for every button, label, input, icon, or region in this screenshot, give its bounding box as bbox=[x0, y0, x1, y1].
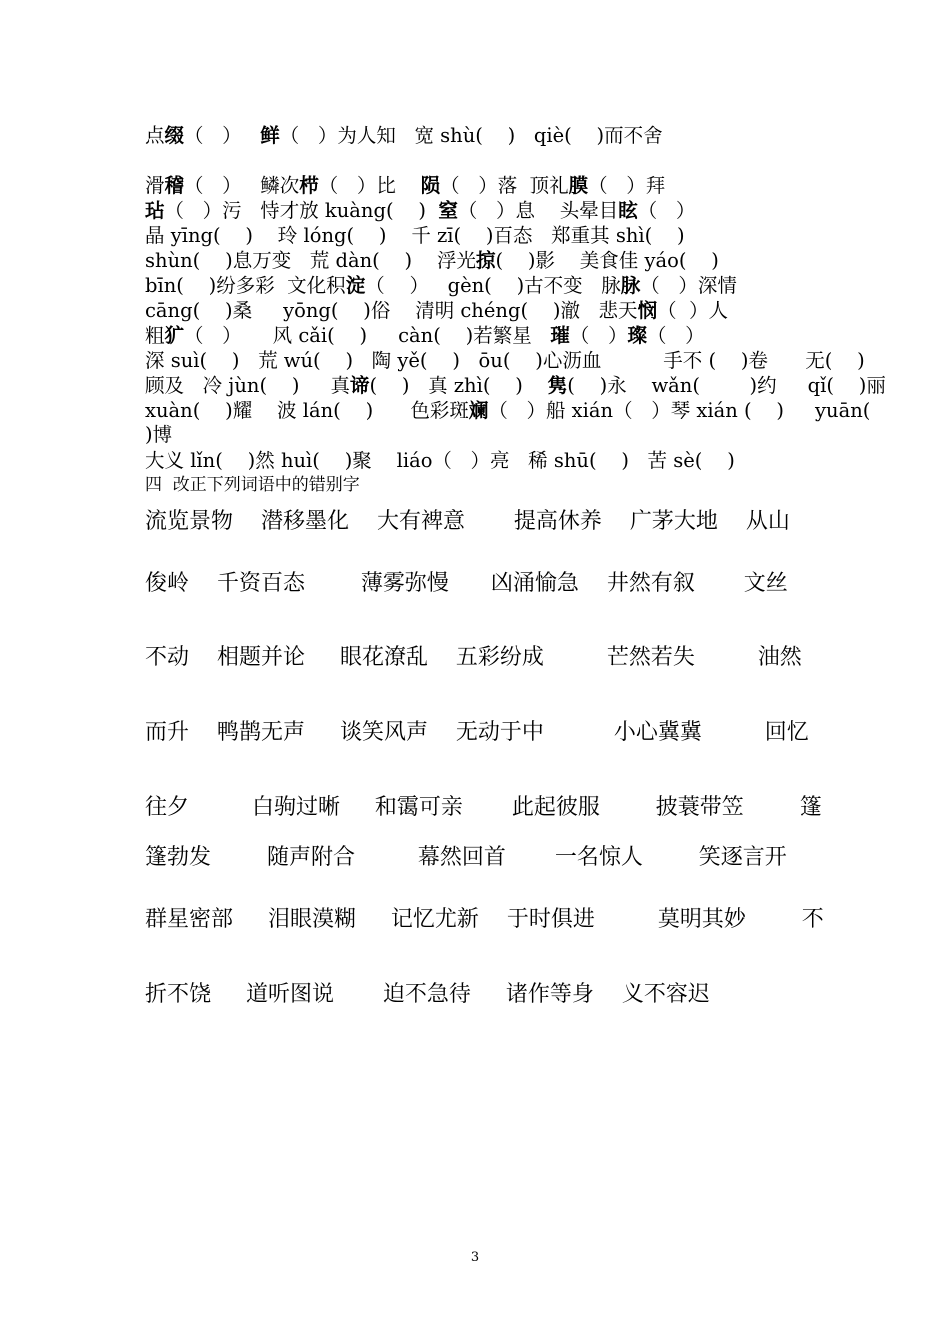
text-segment: （ ）拜 bbox=[588, 174, 666, 197]
text-segment: )博 bbox=[145, 423, 173, 446]
text-segment: 大义 lǐn( )然 huì( )聚 liáo（ ）亮 稀 shū( ) 苦 sè( ) bbox=[145, 449, 735, 472]
bold-character: 悯 bbox=[637, 299, 658, 322]
bold-character: 缀 bbox=[164, 124, 185, 147]
bold-character: 隽 bbox=[547, 374, 568, 397]
pinyin-line bbox=[145, 423, 172, 447]
text-segment: bīn( )纷多彩 文化积 bbox=[145, 274, 346, 297]
correction-line: 篷勃发 随声附合 幕然回首 一名惊人 笑逐言开 bbox=[145, 845, 787, 870]
text-segment: （ ） gèn( )古不变 脉 bbox=[365, 274, 621, 297]
text-segment: xuàn( )耀 波 lán( ) 色彩斑 bbox=[145, 399, 469, 422]
text-segment: （ ） bbox=[184, 124, 261, 147]
text-segment: （ ） bbox=[637, 199, 696, 222]
bold-character: 鲜 bbox=[260, 124, 280, 147]
text-segment: （ ）船 xián（ ）琴 xián ( ) yuān( bbox=[488, 399, 871, 422]
text-segment: ( )影 美食佳 yáo( ) bbox=[495, 249, 719, 272]
text-segment: 顾及 冷 jùn( ) 真 bbox=[145, 374, 350, 397]
text-segment: （ ）息 头晕目 bbox=[457, 199, 619, 222]
bold-character: 陨 bbox=[420, 174, 441, 197]
bold-character: 稽 bbox=[164, 174, 185, 197]
pinyin-line bbox=[145, 449, 735, 473]
bold-character: 眩 bbox=[618, 199, 638, 222]
text-segment: （ ）人 bbox=[657, 299, 728, 322]
section-heading: 四 改正下列词语中的错别字 bbox=[145, 475, 360, 495]
text-segment: （ ）比 bbox=[318, 174, 421, 197]
pinyin-line bbox=[145, 274, 737, 298]
text-segment: 滑 bbox=[145, 174, 165, 197]
text-segment: （ ） 风 cǎi( ) càn( )若繁星 bbox=[184, 324, 551, 347]
correction-line: 折不饶 道听图说 迫不急待 诸作等身 义不容迟 bbox=[145, 982, 710, 1007]
text-segment: （ ）深情 bbox=[640, 274, 737, 297]
pinyin-line bbox=[145, 324, 705, 348]
text-segment: 晶 yīng( ) 玲 lóng( ) 千 zī( )百态 郑重其 shì( ) bbox=[145, 224, 685, 247]
text-segment: 深 suì( ) 荒 wú( ) 陶 yě( ) ōu( )心沥血 手不 ( )卷 无( ) bbox=[145, 349, 865, 372]
text-segment: cāng( )桑 yōng( )俗 清明 chéng( )澈 悲天 bbox=[145, 299, 638, 322]
text-segment: 点 bbox=[145, 124, 165, 147]
correction-line: 俊岭 千资百态 薄雾弥慢 凶涌愉急 井然有叙 文丝 bbox=[145, 571, 788, 596]
correction-line: 往夕 白驹过晰 和霭可亲 此起彼服 披蓑带笠 篷 bbox=[145, 795, 822, 820]
pinyin-line bbox=[145, 124, 663, 148]
correction-line: 群星密部 泪眼漠糊 记忆尤新 于时俱进 莫明其妙 不 bbox=[145, 907, 824, 932]
bold-character: 璀 bbox=[550, 324, 570, 347]
pinyin-line bbox=[145, 174, 665, 198]
bold-character: 玷 bbox=[145, 199, 165, 222]
bold-character: 淀 bbox=[345, 274, 366, 297]
bold-character: 璨 bbox=[627, 324, 647, 347]
text-segment: shùn( )息万变 荒 dàn( ) 浮光 bbox=[145, 249, 476, 272]
text-segment: （ ）为人知 宽 shù( ) qiè( )而不舍 bbox=[279, 124, 663, 147]
bold-character: 谛 bbox=[349, 374, 370, 397]
text-segment: （ ） 鳞次 bbox=[184, 174, 300, 197]
pinyin-line bbox=[145, 399, 870, 423]
bold-character: 掠 bbox=[475, 249, 496, 272]
text-segment: ( ) 真 zhì( ) bbox=[369, 374, 548, 397]
text-segment: （ ）落 顶礼 bbox=[440, 174, 569, 197]
bold-character: 窒 bbox=[438, 199, 458, 222]
pinyin-line bbox=[145, 199, 695, 223]
text-segment: （ ） bbox=[569, 324, 628, 347]
text-segment: （ ）污 恃才放 kuàng( ) bbox=[164, 199, 439, 222]
correction-line: 流览景物 潜移墨化 大有裨意 提高休养 广茅大地 从山 bbox=[145, 509, 790, 534]
bold-character: 脉 bbox=[620, 274, 641, 297]
pinyin-line bbox=[145, 349, 865, 373]
page-number: 3 bbox=[470, 1250, 480, 1265]
pinyin-line bbox=[145, 299, 728, 323]
bold-character: 膜 bbox=[568, 174, 589, 197]
text-segment: ( )永 wǎn( )约 qǐ( )丽 bbox=[567, 374, 886, 397]
bold-character: 栉 bbox=[299, 174, 319, 197]
text-segment: （ ） bbox=[646, 324, 705, 347]
bold-character: 斓 bbox=[468, 399, 489, 422]
pinyin-line bbox=[145, 249, 719, 273]
correction-line: 而升 鸭鹊无声 谈笑风声 无动于中 小心冀冀 回忆 bbox=[145, 720, 809, 745]
bold-character: 犷 bbox=[164, 324, 185, 347]
pinyin-line bbox=[145, 374, 886, 398]
text-segment: 粗 bbox=[145, 324, 165, 347]
correction-line: 不动 相题并论 眼花潦乱 五彩纷成 芒然若失 油然 bbox=[145, 645, 802, 670]
pinyin-line bbox=[145, 224, 685, 248]
